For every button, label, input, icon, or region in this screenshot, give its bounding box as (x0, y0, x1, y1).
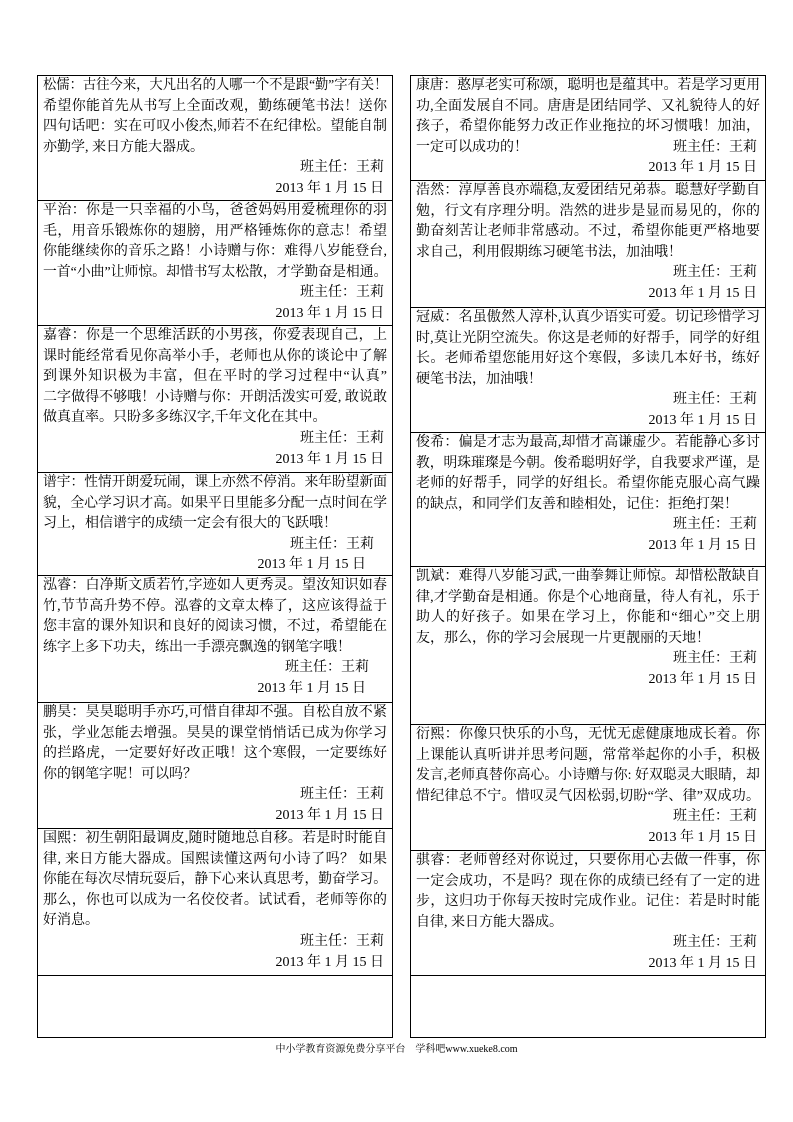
comment-text-line (416, 308, 760, 329)
comment-card-yanxi (411, 725, 765, 851)
teacher-signature: 班主任：王莉 (300, 160, 384, 176)
comment-date: 2013 年 1 月 15 日 (648, 537, 757, 553)
comment-text: 一定可以成功的！ (416, 139, 528, 155)
comment-text-line (416, 851, 760, 872)
teacher-signature: 班主任：王莉 (300, 430, 384, 446)
comment-text-line: 律,才学勤奋是相通。你是个心地商量，待人有礼，乐于 (416, 589, 760, 605)
empty-comment-card (38, 976, 392, 1037)
teacher-signature: 班主任：王莉 (673, 517, 757, 533)
student-name: 浩然 (416, 183, 445, 198)
comment-text-line: 硬笔书法，加油哦！ (416, 371, 542, 387)
comment-text-line: 二字做得不够哦！小诗赠与你：开朗活泼实可爱, 敢说敢 (43, 389, 387, 405)
comment-text: ：古往今来，大凡出名的人哪一个不是跟“勤”字有关！ (69, 78, 388, 93)
comment-card-haoran (411, 181, 765, 308)
comment-card-hongrui (38, 576, 392, 703)
right-comment-column (410, 75, 766, 1038)
comment-text-line: 亦勤学, 来日方能大器成。 (43, 139, 204, 155)
comment-date: 2013 年 1 月 15 日 (275, 305, 384, 321)
comment-text-line: 的拦路虎，一定要好好改正哦！这个寒假，一定要练好 (43, 746, 387, 762)
comment-text: ：初生朝阳最调皮,随时随地总自移。若是时时能自 (71, 831, 387, 846)
comment-text-line: 功,全面发展自不同。唐唐是团结同学、又礼貌待人的好 (416, 98, 760, 114)
comment-text-line: 四句话吧：实在可叹小俊杰,师若不在纪律松。望能自制 (43, 119, 387, 135)
comment-text-line: 教，明珠璀璨是今朝。俊希聪明好学，自我要求严谨，是 (416, 455, 760, 471)
comment-text-line (416, 181, 760, 202)
comment-text-line: 求自己，利用假期练习硬笔书法，加油哦！ (416, 244, 682, 260)
student-name: 俊希 (416, 435, 445, 450)
comment-text-line: 做真直率。只盼多多练汉字,千年文化在其中。 (43, 410, 327, 426)
comment-text: ：老师曾经对你说过，只要你用心去做一件事，你 (444, 853, 761, 868)
comment-card-songru (38, 76, 392, 201)
comment-text-line (43, 326, 387, 347)
comment-text-line: 张，学业怎能去增强。昊昊的课堂悄悄话已成为你学习 (43, 725, 387, 741)
comment-text-line (43, 576, 387, 597)
comment-text-line: 竹,节节高升势不停。泓睿的文章太棒了，这应该得益于 (43, 598, 387, 614)
comment-text: ：你是一个思维活跃的小男孩，你爱表现自己，上 (71, 328, 388, 343)
comment-card-guoxi (38, 829, 392, 976)
teacher-signature: 班主任：王莉 (673, 139, 757, 155)
comment-text: ：难得八岁能习武,一曲拳舞让师惊。却惜松散缺自 (444, 569, 760, 584)
teacher-signature: 班主任：王莉 (673, 265, 757, 281)
comment-text: ：你像只快乐的小鸟，无忧无虑健康地成长着。你 (444, 727, 761, 742)
comment-text-line (43, 703, 387, 724)
comment-card-kaibin (411, 567, 765, 725)
comment-text-line (43, 201, 387, 222)
comment-text-line: 孩子，希望你能努力改正作业拖拉的坏习惯哦！加油， (416, 119, 760, 135)
comment-card-puyu (38, 473, 392, 576)
student-name: 骐睿 (416, 853, 445, 868)
comment-text-line: 一定会成功，不是吗？现在你的成绩已经有了一定的进 (416, 873, 760, 889)
teacher-signature: 班主任：王莉 (673, 809, 757, 825)
comment-date: 2013 年 1 月 15 日 (648, 955, 757, 971)
comment-text: ：性情开朗爱玩闹，课上亦然不停消。来年盼望新面 (70, 475, 387, 490)
comment-date: 2013 年 1 月 15 日 (275, 451, 384, 467)
teacher-signature: 班主任：王莉 (300, 787, 384, 803)
comment-date: 2013 年 1 月 15 日 (275, 954, 384, 970)
comment-text-line: 步，这归功于你每天按时完成作业。记住：若是时时能 (416, 894, 760, 910)
comment-text: ：白净斯文质若竹,字迹如人更秀灵。望汝知识如春 (71, 578, 387, 593)
comment-date: 2013 年 1 月 15 日 (648, 285, 757, 301)
student-name: 国熙 (43, 831, 72, 846)
comment-card-qirui (411, 851, 765, 976)
comment-text: ：憨厚老实可称颂，聪明也是蕴其中。若是学习更用 (443, 78, 760, 93)
comment-text-line: 勉，行文有序理分明。浩然的进步是显而易见的，你的 (416, 203, 760, 219)
comment-card-junxi (411, 433, 765, 567)
teacher-signature: 班主任：王莉 (673, 651, 757, 667)
comment-text-line: 上课能认真听讲并思考问题，常常举起你的小手，积极 (416, 747, 760, 763)
comment-text-line: 您丰富的课外知识和良好的阅读习惯，不过，希望能在 (43, 619, 387, 635)
comment-text-line: 貌，全心学习识才高。如果平日里能多分配一点时间在学 (43, 495, 387, 511)
comment-card-jiarui (38, 326, 392, 473)
comment-text-line: 发言,老师真替你高心。小诗赠与你: 好双聪灵大眼睛，却 (416, 768, 760, 784)
teacher-signature: 班主任：王莉 (285, 660, 369, 676)
comment-text-line: 练字上多下功夫，练出一手漂亮飘逸的钢笔字哦！ (43, 639, 351, 655)
comment-text: ：淳厚善良亦端稳,友爱团结兄弟恭。聪慧好学勤自 (444, 183, 760, 198)
student-name: 冠威 (416, 310, 445, 325)
student-name: 康唐 (416, 78, 444, 93)
teacher-signature: 班主任：王莉 (673, 935, 757, 951)
comment-card-guanwei (411, 308, 765, 433)
student-name: 泓睿 (43, 578, 72, 593)
comment-text: ：偏是才志为最高,却惜才高谦虚少。若能静心多讨 (444, 435, 760, 450)
student-name: 嘉睿 (43, 328, 72, 343)
comment-text-line (43, 829, 387, 850)
teacher-signature: 班主任：王莉 (290, 536, 374, 552)
comment-card-penghao (38, 703, 392, 829)
comment-text-line: 习上，相信谱宇的成绩一定会有很大的飞跃哦！ (43, 516, 337, 532)
comment-card-pingzhi (38, 201, 392, 326)
teacher-signature: 班主任：王莉 (300, 933, 384, 949)
comment-text: ：你是一只幸福的小鸟，爸爸妈妈用爱梳理你的羽 (71, 203, 388, 218)
comment-text-line: 自律, 来日方能大器成。 (416, 914, 563, 930)
comment-text-line: 律, 来日方能大器成。国熙读懂这两句小诗了吗？ 如果 (43, 851, 387, 867)
comment-date: 2013 年 1 月 15 日 (648, 160, 757, 176)
comment-text-line (416, 138, 760, 159)
comment-text-line: 你的钢笔字呢！可以吗？ (43, 766, 197, 782)
teacher-signature: 班主任：王莉 (673, 392, 757, 408)
comment-text-line (416, 725, 760, 746)
empty-comment-card (411, 976, 765, 1037)
comment-text-line: 好消息。 (43, 913, 99, 929)
comment-text-line: 勤奋刻苦让老师非常感动。不过，希望你能更严格地要 (416, 224, 760, 240)
teacher-signature: 班主任：王莉 (300, 285, 384, 301)
comment-text-line: 长。老师希望您能用好这个寒假，多读几本好书，练好 (416, 351, 760, 367)
student-name: 平治 (43, 203, 72, 218)
comment-text-line: 你能在每次尽情玩耍后，静下心来认真思考，勤奋学习。 (43, 872, 387, 888)
comment-text-line (43, 473, 387, 494)
comment-text-line (43, 76, 388, 97)
comment-text-line: 的缺点，和同学们友善和睦相处，记住：拒绝打架！ (416, 496, 738, 512)
comment-text-line: 惜纪律总不宁。惜叹灵气因松弱,切盼“学、律”双成功。 (416, 788, 760, 804)
student-name: 谱宇 (43, 475, 71, 490)
comment-text-line: 那么，你也可以成为一名佼佼者。试试看，老师等你的 (43, 892, 387, 908)
comment-text: ：昊昊聪明手亦巧,可惜自律却不强。自松自放不紧 (71, 705, 387, 720)
comment-date: 2013 年 1 月 15 日 (257, 680, 366, 696)
comment-card-kangtang (411, 76, 765, 181)
comment-date: 2013 年 1 月 15 日 (648, 412, 757, 428)
comment-date: 2013 年 1 月 15 日 (275, 180, 384, 196)
comment-text: ：名虽傲然人淳朴,认真少语实可爱。切记珍惜学习 (444, 310, 760, 325)
comment-text-line: 一首“小曲”让师惊。却惜书写太松散，才学勤奋是相通。 (43, 264, 388, 280)
comment-text-line (416, 76, 760, 97)
comment-text-line: 希望你能首先从书写上全面改观，勤练硬笔书法！送你 (43, 98, 387, 114)
student-name: 鹏昊 (43, 705, 72, 720)
comment-text-line (416, 433, 760, 454)
comment-text-line: 助人的好孩子。如果在学习上，你能和“细心”交上朋 (416, 610, 760, 626)
comment-text-line (416, 567, 760, 588)
comment-text-line: 课时能经常看见你高举小手，老师也从你的谈论中了解 (43, 348, 387, 364)
comment-date: 2013 年 1 月 15 日 (648, 829, 757, 845)
comment-date: 2013 年 1 月 15 日 (648, 671, 757, 687)
student-name: 凯斌 (416, 569, 445, 584)
page-footer: 中小学教育资源免费分享平台 学科吧www.xueke8.com (275, 1044, 518, 1055)
comment-text-line: 时,莫让光阴空流失。你这是老师的好帮手，同学的好组 (416, 330, 760, 346)
comment-date: 2013 年 1 月 15 日 (275, 807, 384, 823)
student-name: 衍熙 (416, 727, 445, 742)
comment-date: 2013 年 1 月 15 日 (257, 557, 366, 573)
comment-text-line: 毛，用音乐锻炼你的翅膀，用严格锤炼你的意志！希望 (43, 223, 387, 239)
comment-text-line: 到课外知识极为丰富，但在平时的学习过程中“认真” (43, 369, 387, 385)
comment-text-line: 友，那么，你的学习会展现一片更靓丽的天地！ (416, 630, 710, 646)
comment-text-line: 你能继续你的音乐之路！小诗赠与你：难得八岁能登台, (43, 244, 387, 260)
student-name: 松儒 (43, 78, 70, 93)
left-comment-column (37, 75, 393, 1038)
comment-text-line: 老师的好帮手，同学的好组长。希望你能克服心高气躁 (416, 476, 760, 492)
